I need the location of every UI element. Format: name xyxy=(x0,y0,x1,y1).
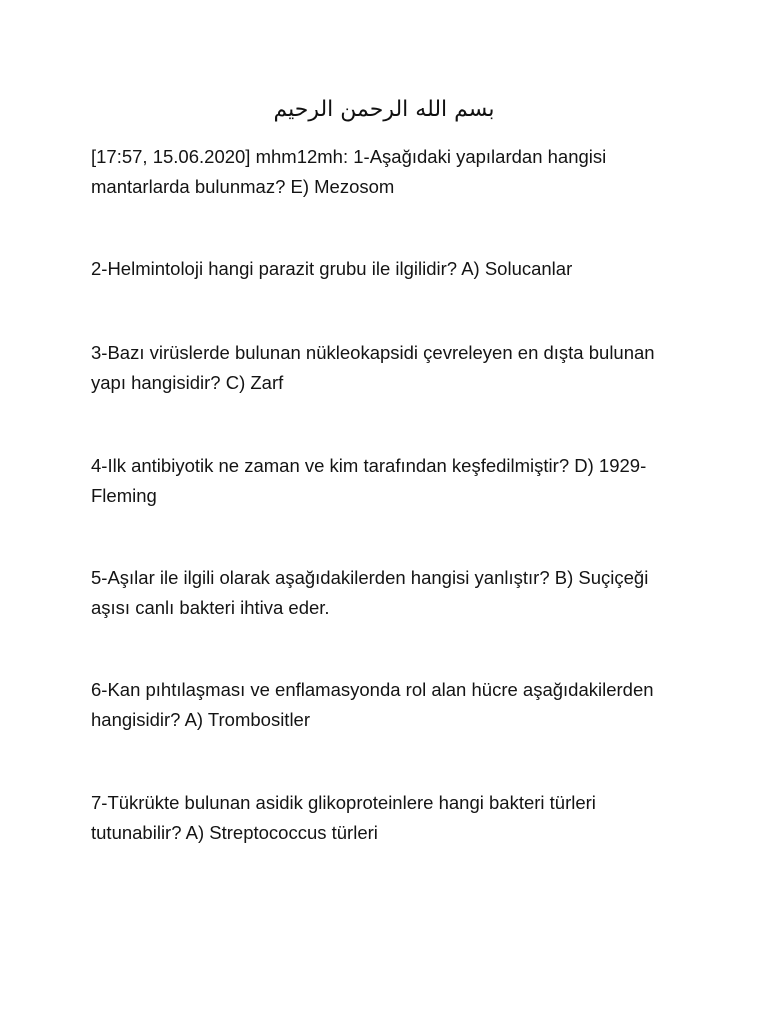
question-7: 7-Tükrükte bulunan asidik glikoproteinlere hangi bakteri türleri tutunabilir? A) Streptococcus türleri xyxy=(91,792,596,843)
question-3: 3-Bazı virüslerde bulunan nükleokapsidi çevreleyen en dışta bulunan yapı hangisidir? C) Zarf xyxy=(91,342,655,393)
question-2: 2-Helmintoloji hangi parazit grubu ile ilgilidir? A) Solucanlar xyxy=(91,258,573,279)
basmala-title: بسم الله الرحمن الرحيم xyxy=(273,97,495,122)
question-6: 6-Kan pıhtılaşması ve enflamasyonda rol alan hücre aşağıdakilerden hangisidir? A) Trombositler xyxy=(91,679,654,730)
question-5: 5-Aşılar ile ilgili olarak aşağıdakilerden hangisi yanlıştır? B) Suçiçeği aşısı canlı bakteri ihtiva eder. xyxy=(91,567,649,618)
question-4: 4-Ilk antibiyotik ne zaman ve kim tarafından keşfedilmiştir? D) 1929-Fleming xyxy=(91,455,647,506)
question-1: [17:57, 15.06.2020] mhm12mh: 1-Aşağıdaki yapılardan hangisi mantarlarda bulunmaz? E) Mezosom xyxy=(91,146,607,197)
